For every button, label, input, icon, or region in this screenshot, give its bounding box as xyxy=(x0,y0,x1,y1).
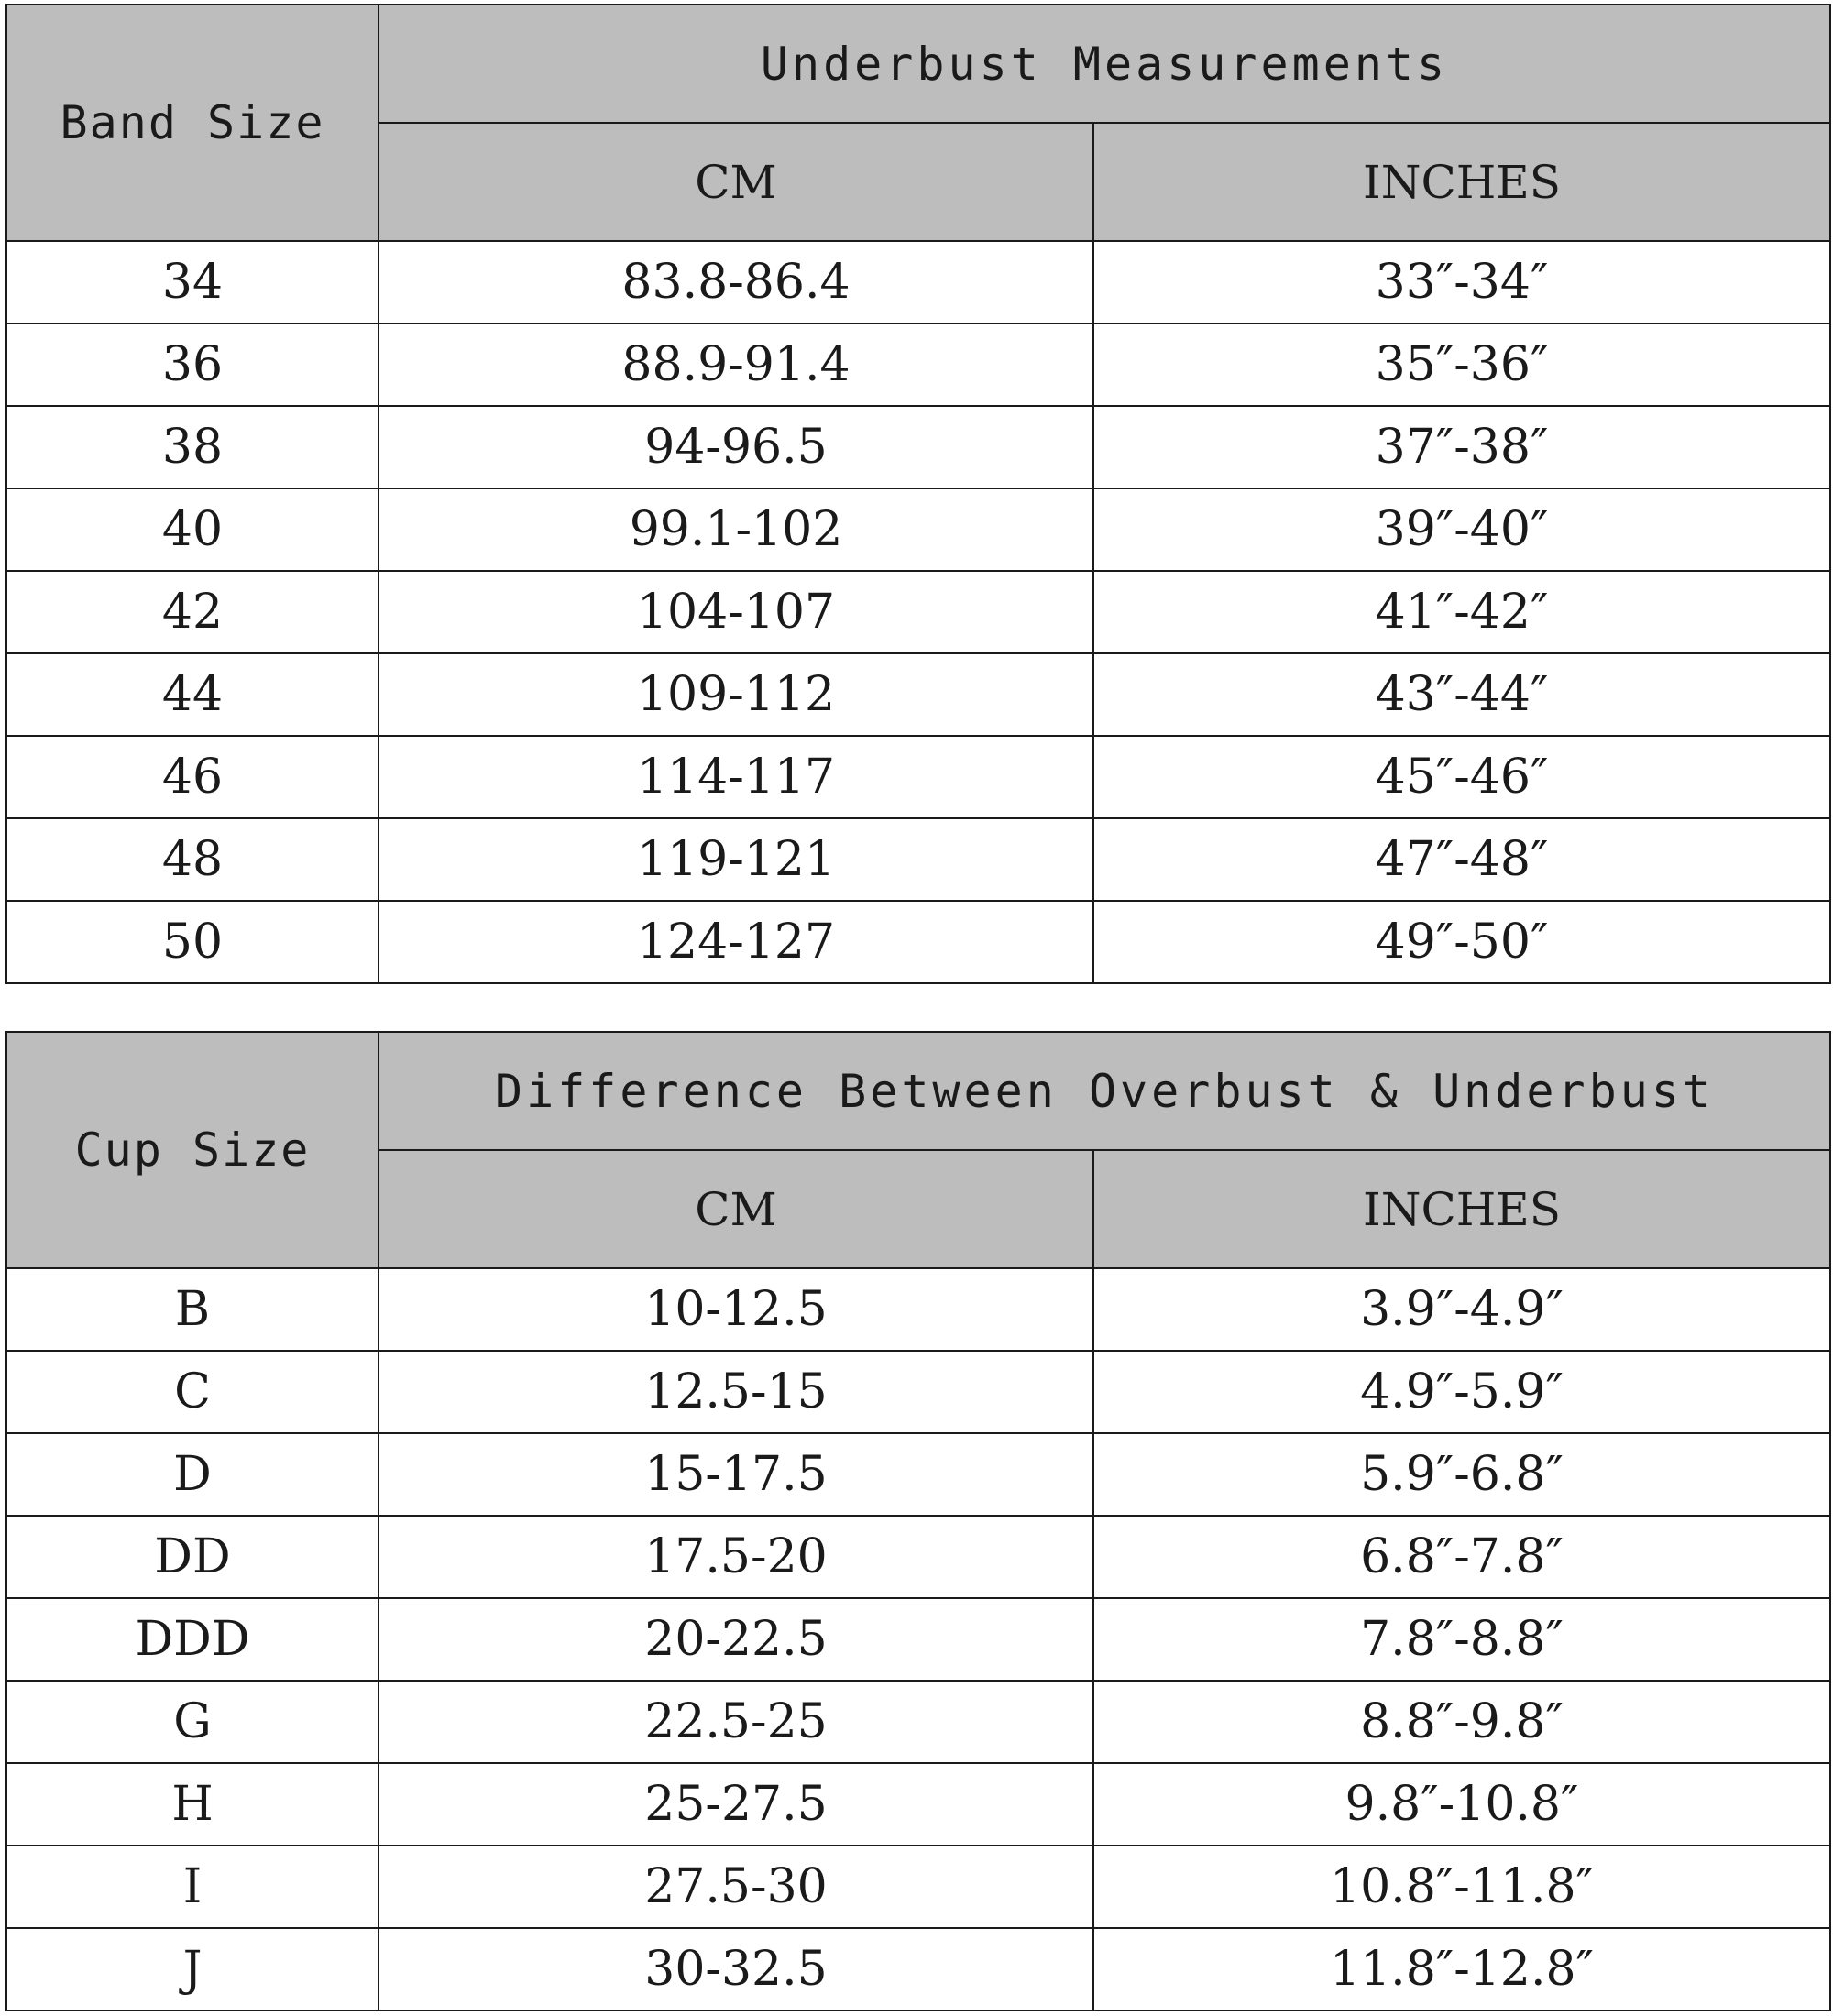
cm-cell: 109-112 xyxy=(379,653,1093,736)
size-cell: 42 xyxy=(6,571,379,653)
size-cell: 48 xyxy=(6,818,379,901)
cup-size-table xyxy=(5,1031,1831,2011)
inches-cell: 7.8″-8.8″ xyxy=(1093,1598,1830,1681)
table-row xyxy=(6,653,1830,736)
table-row xyxy=(6,736,1830,818)
size-cell: 50 xyxy=(6,901,379,983)
size-cell: 46 xyxy=(6,736,379,818)
table-row xyxy=(6,406,1830,488)
difference-header: Difference Between Overbust & Underbust xyxy=(379,1032,1830,1150)
cm-cell: 114-117 xyxy=(379,736,1093,818)
cm-cell: 124-127 xyxy=(379,901,1093,983)
inches-cell: 47″-48″ xyxy=(1093,818,1830,901)
band-size-table xyxy=(5,4,1831,984)
size-cell: 44 xyxy=(6,653,379,736)
table-row xyxy=(6,323,1830,406)
size-cell: H xyxy=(6,1763,379,1846)
inches-cell: 3.9″-4.9″ xyxy=(1093,1268,1830,1351)
table-row xyxy=(6,1351,1830,1433)
table-row xyxy=(6,1433,1830,1516)
size-cell: B xyxy=(6,1268,379,1351)
cup-size-header: Cup Size xyxy=(6,1032,379,1268)
size-cell: 34 xyxy=(6,241,379,323)
underbust-measurements-header: Underbust Measurements xyxy=(379,5,1830,123)
cm-cell: 15-17.5 xyxy=(379,1433,1093,1516)
inches-cell: 37″-38″ xyxy=(1093,406,1830,488)
cm-header: CM xyxy=(379,123,1093,241)
table-row xyxy=(6,1268,1830,1351)
cm-cell: 94-96.5 xyxy=(379,406,1093,488)
cm-cell: 10-12.5 xyxy=(379,1268,1093,1351)
inches-cell: 11.8″-12.8″ xyxy=(1093,1928,1830,2011)
size-cell: DD xyxy=(6,1516,379,1598)
cm-cell: 12.5-15 xyxy=(379,1351,1093,1433)
cm-cell: 27.5-30 xyxy=(379,1846,1093,1928)
inches-cell: 10.8″-11.8″ xyxy=(1093,1846,1830,1928)
inches-cell: 35″-36″ xyxy=(1093,323,1830,406)
inches-header: INCHES xyxy=(1093,1150,1830,1268)
cm-cell: 119-121 xyxy=(379,818,1093,901)
inches-cell: 4.9″-5.9″ xyxy=(1093,1351,1830,1433)
table-row xyxy=(6,1928,1830,2011)
cm-cell: 25-27.5 xyxy=(379,1763,1093,1846)
inches-cell: 33″-34″ xyxy=(1093,241,1830,323)
size-cell: C xyxy=(6,1351,379,1433)
table-row xyxy=(6,571,1830,653)
size-cell: J xyxy=(6,1928,379,2011)
inches-cell: 6.8″-7.8″ xyxy=(1093,1516,1830,1598)
size-cell: D xyxy=(6,1433,379,1516)
inches-header: INCHES xyxy=(1093,123,1830,241)
table-row xyxy=(6,488,1830,571)
size-cell: I xyxy=(6,1846,379,1928)
inches-cell: 49″-50″ xyxy=(1093,901,1830,983)
cm-cell: 99.1-102 xyxy=(379,488,1093,571)
size-cell: 38 xyxy=(6,406,379,488)
inches-cell: 41″-42″ xyxy=(1093,571,1830,653)
table-row xyxy=(6,1598,1830,1681)
size-cell: 36 xyxy=(6,323,379,406)
table-row xyxy=(6,241,1830,323)
size-cell: 40 xyxy=(6,488,379,571)
size-cell: DDD xyxy=(6,1598,379,1681)
cm-cell: 88.9-91.4 xyxy=(379,323,1093,406)
inches-cell: 43″-44″ xyxy=(1093,653,1830,736)
inches-cell: 39″-40″ xyxy=(1093,488,1830,571)
cm-cell: 17.5-20 xyxy=(379,1516,1093,1598)
cm-cell: 20-22.5 xyxy=(379,1598,1093,1681)
cm-cell: 104-107 xyxy=(379,571,1093,653)
table-row xyxy=(6,1681,1830,1763)
inches-cell: 8.8″-9.8″ xyxy=(1093,1681,1830,1763)
band-size-header: Band Size xyxy=(6,5,379,241)
inches-cell: 45″-46″ xyxy=(1093,736,1830,818)
table-row xyxy=(6,1763,1830,1846)
cm-cell: 30-32.5 xyxy=(379,1928,1093,2011)
inches-cell: 9.8″-10.8″ xyxy=(1093,1763,1830,1846)
table-row xyxy=(6,1846,1830,1928)
table-row xyxy=(6,818,1830,901)
size-cell: G xyxy=(6,1681,379,1763)
cm-header: CM xyxy=(379,1150,1093,1268)
table-row xyxy=(6,901,1830,983)
cm-cell: 83.8-86.4 xyxy=(379,241,1093,323)
table-row xyxy=(6,1516,1830,1598)
cm-cell: 22.5-25 xyxy=(379,1681,1093,1763)
inches-cell: 5.9″-6.8″ xyxy=(1093,1433,1830,1516)
